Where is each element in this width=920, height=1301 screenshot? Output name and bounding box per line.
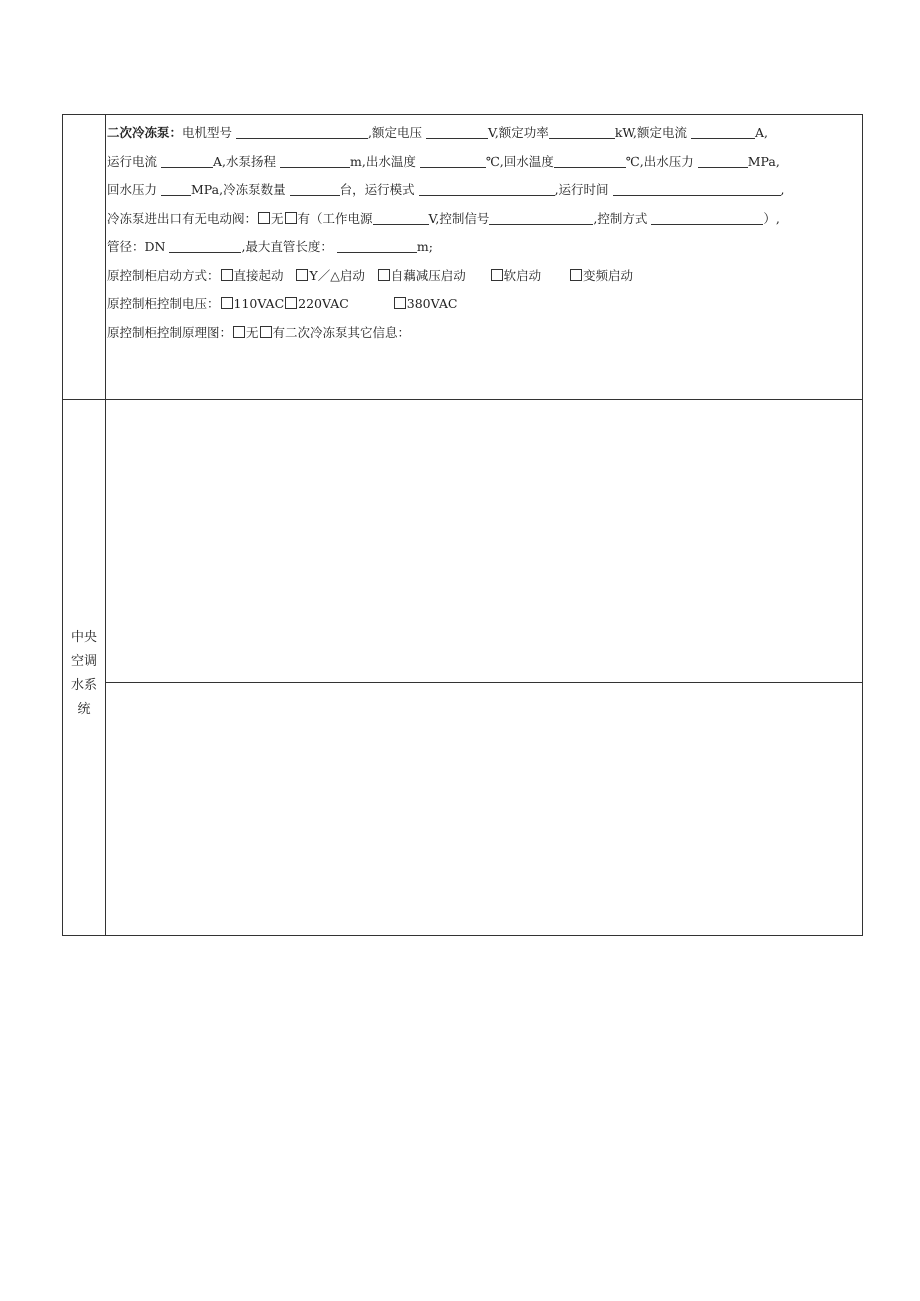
row-divider-2 — [106, 682, 862, 683]
checkbox-has-valve[interactable] — [285, 212, 297, 224]
checkbox-direct-start[interactable] — [221, 269, 233, 281]
row-6: 原控制柜启动方式： 直接起动 Y／△启动 自藕减压启动 软启动 变频启动 — [107, 267, 633, 283]
motor-model-field[interactable] — [236, 123, 368, 139]
row-2: 运行电流 A,水泵扬程 m,出水温度 ℃,回水温度 ℃,出水压力 MPa, — [107, 153, 780, 169]
checkbox-no-valve[interactable] — [258, 212, 270, 224]
outlet-temp-field[interactable] — [420, 152, 486, 168]
pump-count-field[interactable] — [290, 180, 340, 196]
form-table — [62, 114, 863, 936]
checkbox-auto-transformer[interactable] — [378, 269, 390, 281]
row-4: 冷冻泵进出口有无电动阀： 无 有（工作电源 V,控制信号 ,控制方式 ）, — [107, 210, 780, 226]
checkbox-110vac[interactable] — [221, 297, 233, 309]
pump-head-field[interactable] — [280, 152, 350, 168]
running-current-field[interactable] — [161, 152, 213, 168]
checkbox-380vac[interactable] — [394, 297, 406, 309]
control-signal-field[interactable] — [489, 209, 593, 225]
section-label: 中央 空调 水系 统 — [70, 630, 97, 717]
row-8: 原控制柜控制原理图： 无 有二次冷冻泵其它信息： — [107, 324, 411, 340]
control-mode-field[interactable] — [651, 209, 763, 225]
row-divider — [63, 399, 862, 400]
row-3: 回水压力 MPa,冷冻泵数量 台，运行模式 ,运行时间 , — [107, 182, 785, 197]
return-pressure-field[interactable] — [161, 180, 191, 196]
rated-voltage-field[interactable] — [426, 123, 488, 139]
row-1: 二次冷冻泵：电机型号 ,额定电压 V,额定功率 kW,额定电流 A, — [107, 125, 769, 140]
rated-power-field[interactable] — [549, 123, 615, 139]
run-mode-field[interactable] — [419, 180, 555, 196]
return-temp-field[interactable] — [554, 152, 626, 168]
work-power-field[interactable] — [373, 209, 429, 225]
checkbox-star-delta[interactable] — [296, 269, 308, 281]
row-5: 管径：DN ,最大直管长度： m; — [107, 239, 433, 254]
checkbox-has-diagram[interactable] — [260, 326, 272, 338]
checkbox-220vac[interactable] — [285, 297, 297, 309]
rated-current-field[interactable] — [691, 123, 755, 139]
checkbox-no-diagram[interactable] — [233, 326, 245, 338]
pipe-dn-field[interactable] — [169, 237, 241, 253]
max-length-field[interactable] — [337, 237, 417, 253]
checkbox-soft-start[interactable] — [491, 269, 503, 281]
row-7: 原控制柜控制电压： 110VAC 220VAC 380VAC — [107, 296, 458, 311]
pump-title: 二次冷冻泵： — [107, 125, 183, 140]
outlet-pressure-field[interactable] — [698, 152, 748, 168]
run-time-field[interactable] — [613, 180, 781, 196]
column-divider — [105, 115, 106, 935]
checkbox-vfd-start[interactable] — [570, 269, 582, 281]
pump-section — [107, 119, 858, 347]
